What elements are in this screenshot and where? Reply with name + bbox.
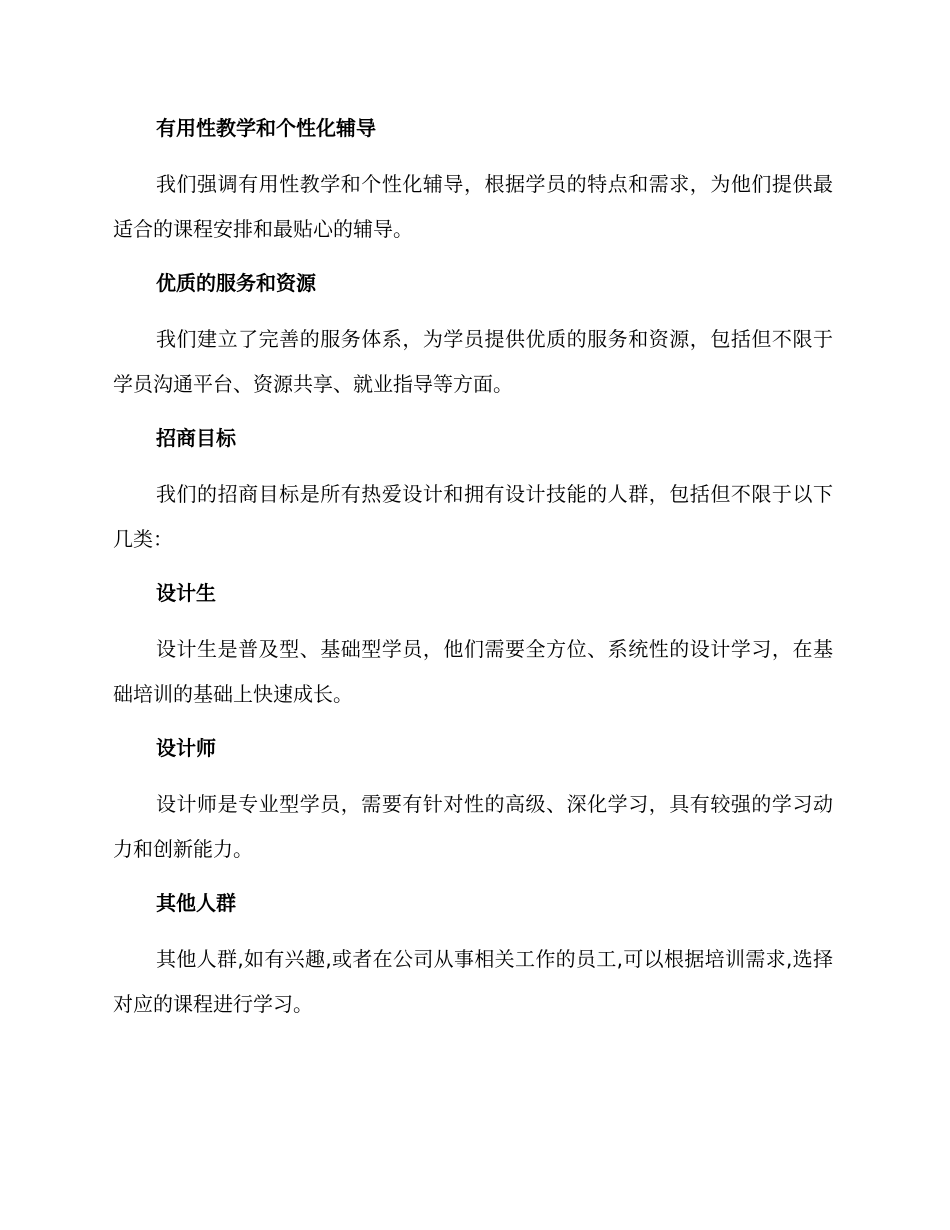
document-page xyxy=(113,108,833,1038)
section-title: 有用性教学和个性化辅导 xyxy=(156,116,376,140)
section-service xyxy=(113,263,833,407)
section-title: 设计生 xyxy=(156,581,216,605)
section-teaching xyxy=(113,108,833,252)
section-body: 其他人群,如有兴趣,或者在公司从事相关工作的员工,可以根据培训需求,选择对应的课程进行学习。 xyxy=(113,947,833,1016)
section-body: 我们建立了完善的服务体系，为学员提供优质的服务和资源，包括但不限于学员沟通平台、资源共享、就业指导等方面。 xyxy=(113,327,833,396)
section-body: 设计生是普及型、基础型学员，他们需要全方位、系统性的设计学习，在基础培训的基础上快速成长。 xyxy=(113,637,833,706)
section-title: 设计师 xyxy=(156,736,216,760)
section-body: 我们的招商目标是所有热爱设计和拥有设计技能的人群，包括但不限于以下几类： xyxy=(113,482,833,551)
section-designer xyxy=(113,728,833,872)
section-body: 我们强调有用性教学和个性化辅导，根据学员的特点和需求，为他们提供最适合的课程安排和最贴心的辅导。 xyxy=(113,172,833,241)
section-title: 招商目标 xyxy=(156,426,236,450)
section-body: 设计师是专业型学员，需要有针对性的高级、深化学习，具有较强的学习动力和创新能力。 xyxy=(113,792,833,861)
section-design-student xyxy=(113,573,833,717)
section-target xyxy=(113,418,833,562)
section-title: 其他人群 xyxy=(156,891,236,915)
section-title: 优质的服务和资源 xyxy=(156,271,316,295)
section-others xyxy=(113,883,833,1027)
